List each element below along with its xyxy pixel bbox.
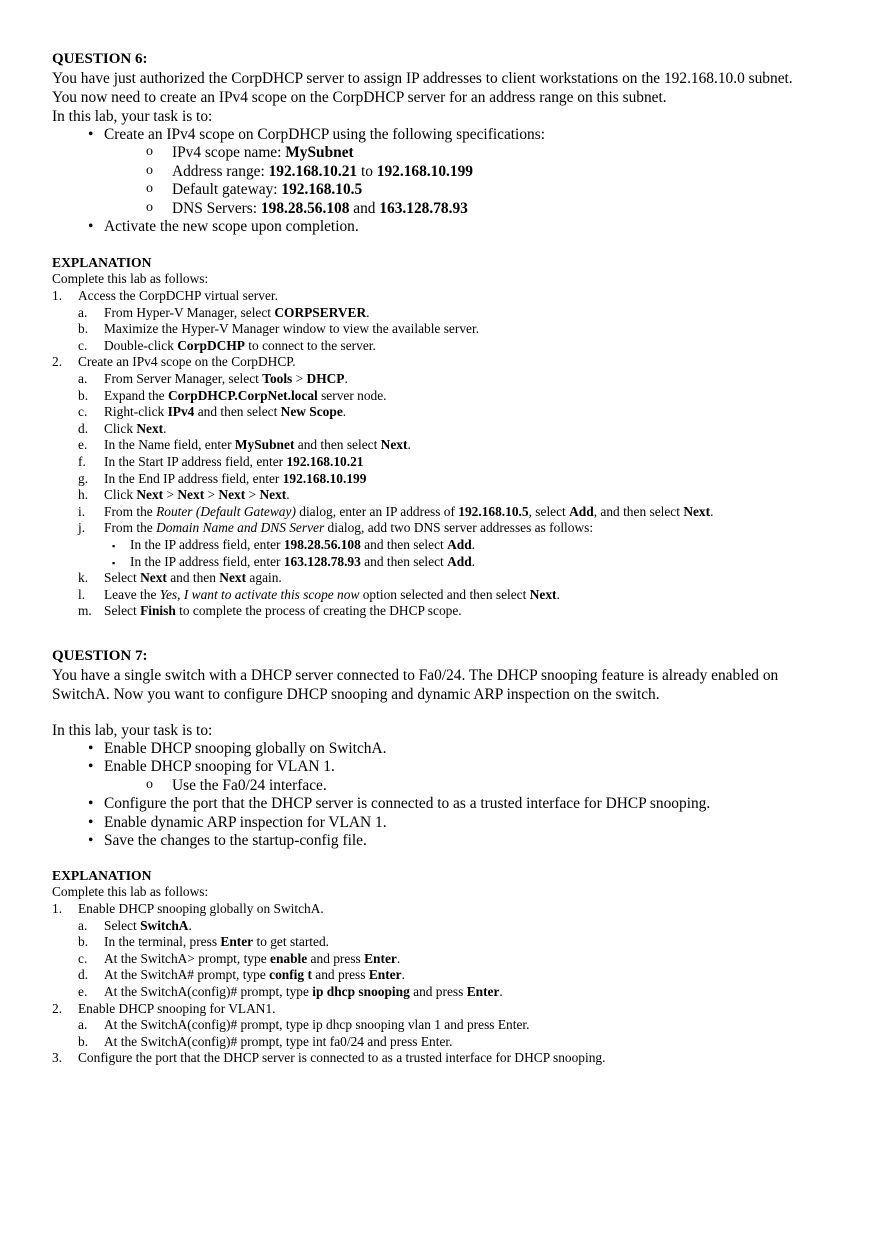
explanation-step: 2. Enable DHCP snooping for VLAN1. [52,1000,276,1016]
task-item: • Save the changes to the startup-config file. [88,831,367,849]
task-item: • Enable dynamic ARP inspection for VLAN 1. [88,813,387,831]
explanation-substep: k. Select Next and then Next again. [78,570,282,586]
explanation-substep: d. Click Next. [78,420,167,436]
explanation-substep: a. From Hyper-V Manager, select CORPSERVER. [78,304,370,320]
question-7-intro-1: You have a single switch with a DHCP server connected to Fa0/24. The DHCP snooping feature is already enabled on [52,666,779,684]
explanation-substep: b. At the SwitchA(config)# prompt, type int fa0/24 and press Enter. [78,1033,453,1049]
question-6-intro-2: You now need to create an IPv4 scope on the CorpDHCP server for an address range on this subnet. [52,89,667,106]
explanation-substep: j. From the Domain Name and DNS Server dialog, add two DNS server addresses as follows: [78,520,594,536]
explanation-step: 1. Access the CorpDCHP virtual server. [52,288,278,304]
explanation-substep: h. Click Next > Next > Next > Next. [78,487,290,503]
question-6-intro-3: In this lab, your task is to: [52,108,213,125]
explanation-substep: c. Right-click IPv4 and then select New Scope. [78,404,347,420]
task-item: • Enable DHCP snooping for VLAN 1. o Use the Fa0/24 interface. [104,758,830,795]
explanation-bullet: ▪ In the IP address field, enter 163.128.78.93 and then select Add. [112,553,476,569]
question-7-explanation-heading: EXPLANATION [52,868,152,884]
question-6-explanation: Complete this lab as follows: 1. Access the CorpDCHP virtual server. a. From Hyper-V Manager, select CORPSERVER. b. Maximize the Hyper-V Manager window to view the available server. c. Double-click CorpDCHP to connect to the server. 2. Create an IPv4 scope on the CorpDHCP. a. From Server Manager, select Tools > DHCP. b. Expand the CorpDHCP.CorpNet.local server node. c. Right-click IPv4 and then select New Scope. d. Click Next. e. In the Name field, enter MySubnet and then select Next. f. In the Start IP address field, enter 192.168.10.21 g. In the End IP address field, enter 192.168.10.199 h. Click Next > Next > Next > Next. i. From the Router (Default Gateway) dialog, enter an IP address of 192.168.10.5, select Add, and then select Next. j. From the Domain Name and DNS Server dialog, add two DNS server addresses as follows: ▪ In the IP address field, enter 198.28.56.108 and then select Add. ▪ In the IP address field, enter 163.128.78.93 and then select Add. k. Select Next and then Next again. l. Leave the Yes, I want to activate this scope now option selected and then select Next. m. Select Finish to complete the process of creating the DHCP scope. [52,271,830,619]
question-7-heading: QUESTION 7: [52,647,148,664]
explanation-step: 3. Configure the port that the DHCP server is connected to as a trusted interface for DHCP snooping. [52,1050,606,1066]
explanation-step: 2. Create an IPv4 scope on the CorpDHCP. [52,354,296,370]
explanation-substep: b. Maximize the Hyper-V Manager window to view the available server. [78,321,480,337]
explanation-substep: a. Select SwitchA. [78,917,192,933]
explanation-substep: c. At the SwitchA> prompt, type enable and press Enter. [78,950,401,966]
task-item: • Enable DHCP snooping globally on SwitchA. [88,739,387,757]
explanation-substep: e. In the Name field, enter MySubnet and then select Next. [78,437,411,453]
spec-list [104,144,830,218]
explanation-substep: i. From the Router (Default Gateway) dialog, enter an IP address of 192.168.10.5, select Add, and then select Next. [78,503,714,519]
explanation-substep: b. In the terminal, press Enter to get started. [78,934,329,950]
question-6-intro-1: You have just authorized the CorpDHCP server to assign IP addresses to client workstations on the 192.168.10.0 subnet. [52,70,793,87]
question-6-task-list [52,126,830,236]
explanation-bullet: ▪ In the IP address field, enter 198.28.56.108 and then select Add. [112,536,476,552]
explanation-substep: f. In the Start IP address field, enter 192.168.10.21 [78,453,364,469]
task-item: • Create an IPv4 scope on CorpDHCP using the following specifications: o IPv4 scope name: MySubnet o Address range: 192.168.10.21 to 192.168.10.199 o Default gateway: 192.168.10.5 o DNS Servers: 198.28.56.108 and 163.128.78.93 [104,126,830,218]
question-7-intro-3: In this lab, your task is to: [52,721,213,739]
explanation-substep: g. In the End IP address field, enter 192.168.10.199 [78,470,367,486]
question-6-heading: QUESTION 6: [52,51,148,67]
explanation-substep: b. Expand the CorpDHCP.CorpNet.local server node. [78,387,387,403]
task-item: • Activate the new scope upon completion. [88,218,359,236]
explanation-substep: e. At the SwitchA(config)# prompt, type ip dhcp snooping and press Enter. [78,983,503,999]
question-6-explanation-heading: EXPLANATION [52,255,152,271]
explanation-substep: m. Select Finish to complete the process of creating the DHCP scope. [78,603,462,619]
spec-item: o Use the Fa0/24 interface. [146,776,327,794]
spec-item: o IPv4 scope name: MySubnet [146,144,354,162]
explanation-substep: l. Leave the Yes, I want to activate this scope now option selected and then select Next. [78,586,560,602]
question-7-explanation: Complete this lab as follows: 1. Enable DHCP snooping globally on SwitchA. a. Select SwitchA. b. In the terminal, press Enter to get started. c. At the SwitchA> prompt, type enable and press Enter. d. At the SwitchA# prompt, type config t and press Enter. e. At the SwitchA(config)# prompt, type ip dhcp snooping and press Enter. 2. Enable DHCP snooping for VLAN1. a. At the SwitchA(config)# prompt, type ip dhcp snooping vlan 1 and press Enter. b. At the SwitchA(config)# prompt, type int fa0/24 and press Enter. 3. Configure the port that the DHCP server is connected to as a trusted interface for DHCP snooping. [52,884,830,1067]
question-7 [52,647,830,1067]
question-7-task-list [52,740,830,850]
explanation-step: 1. Enable DHCP snooping globally on SwitchA. [52,900,324,916]
spec-item: o Address range: 192.168.10.21 to 192.168.10.199 [146,162,473,180]
task-item: • Configure the port that the DHCP server is connected to as a trusted interface for DHCP snooping. [88,795,711,813]
spec-item: o DNS Servers: 198.28.56.108 and 163.128.78.93 [146,199,468,217]
explanation-substep: a. From Server Manager, select Tools > DHCP. [78,371,348,386]
explanation-substep: d. At the SwitchA# prompt, type config t and press Enter. [78,967,405,983]
question-7-intro-2: SwitchA. Now you want to configure DHCP snooping and dynamic ARP inspection on the switch. [52,685,660,703]
question-6 [52,50,830,620]
explanation-substep: c. Double-click CorpDCHP to connect to the server. [78,337,376,353]
explanation-substep: a. At the SwitchA(config)# prompt, type ip dhcp snooping vlan 1 and press Enter. [78,1017,530,1033]
bullet-marker: • [88,126,94,143]
spec-item: o Default gateway: 192.168.10.5 [146,181,363,199]
